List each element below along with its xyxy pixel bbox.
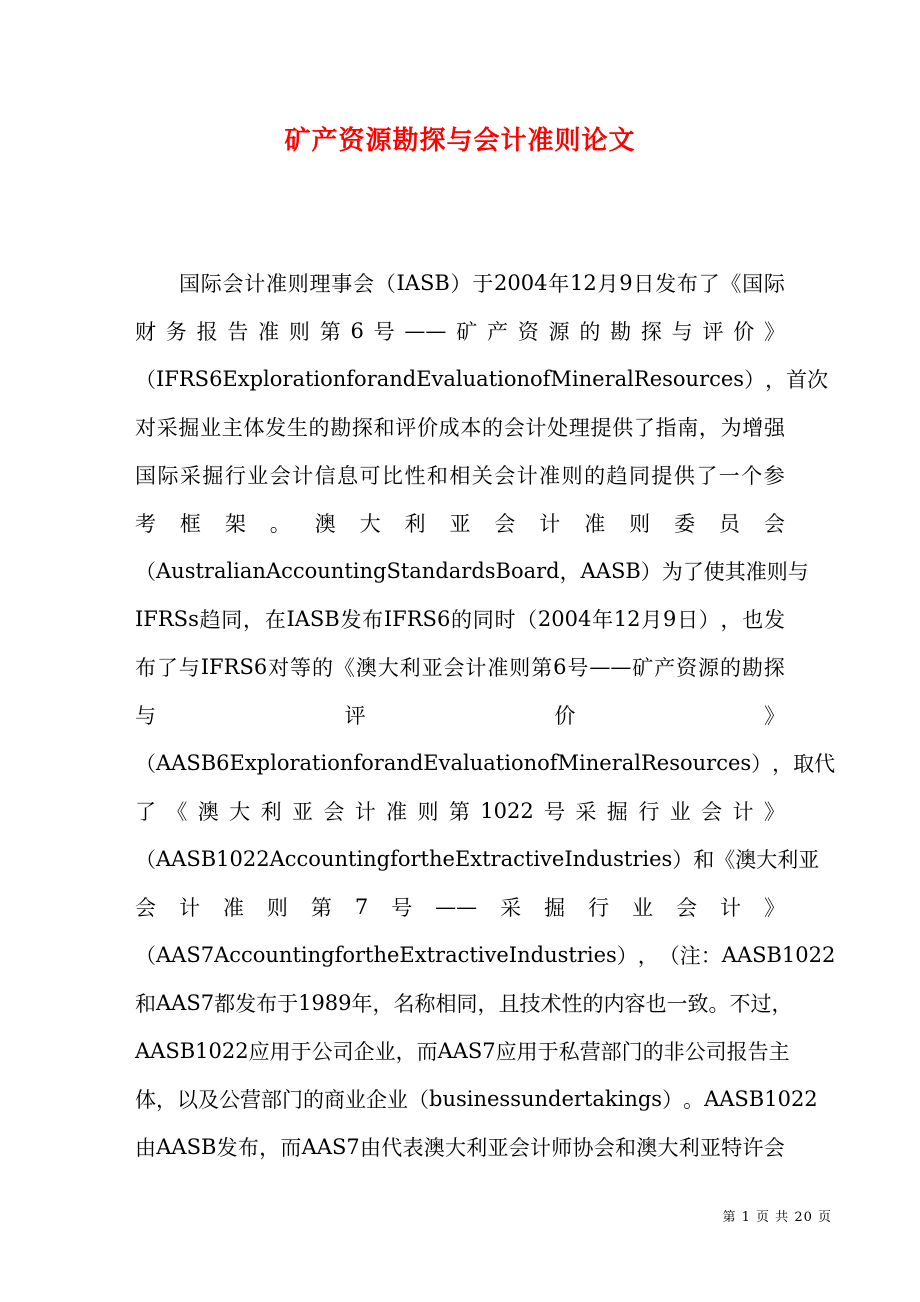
body-line: 考 框 架 。 澳 大 利 亚 会 计 准 则 委 员 会 [135,512,785,536]
body-line: （ AASB6ExplorationforandEvaluationofMineralResources ） ， 取 代 [135,751,836,776]
body-line: （ AASB1022AccountingfortheExtractiveIndustries ） 和 《 澳 大 利 亚 [135,847,820,872]
body-line: 会 计 准 则 第 7 号 —— 采 掘 行 业 会 计 》 [135,895,785,920]
body-line: 布 了 与 IFRS6 对 等 的 《 澳 大 利 亚 会 计 准 则 第 6 号 —— 矿 产 资 源 的 勘 探 [135,655,785,680]
body-line: 与 评 价 》 [135,704,785,728]
body-line: 财 务 报 告 准 则 第 6 号 —— 矿 产 资 源 的 勘 探 与 评 价 》 [135,319,785,344]
body-line: 由 AASB 发 布 ， 而 AAS7 由 代 表 澳 大 利 亚 会 计 师 协 会 和 澳 大 利 亚 特 许 会 [135,1135,785,1160]
document-title: 矿产资源勘探与会计准则论文 [284,126,636,156]
body-line: 国 际 采 掘 行 业 会 计 信 息 可 比 性 和 相 关 会 计 准 则 的 趋 同 提 供 了 一 个 参 [135,464,785,488]
body-line: 和 AAS7 都 发 布 于 1989 年 ， 名 称 相 同 ， 且 技 术 性 的 内 容 也 一 致 。 不 过 ， [135,991,793,1016]
page-number-footer: 第 1 页 共 20 页 [722,1210,832,1225]
body-line: 国 际 会 计 准 则 理 事 会 （ IASB ） 于 2004 年 12 月 9 日 发 布 了 《 国 际 [179,271,785,296]
body-line: IFRSs 趋 同 ， 在 IASB 发 布 IFRS6 的 同 时 （ 2004 年 12 月 9 日 ） ， 也 发 [135,607,785,632]
body-line: 了 《 澳 大 利 亚 会 计 准 则 第 1022 号 采 掘 行 业 会 计 》 [135,799,785,824]
body-line: （ AAS7AccountingfortheExtractiveIndustries ） ， （ 注 ： AASB1022 [135,943,836,968]
body-line: （ AustralianAccountingStandardsBoard ， AASB ） 为 了 使 其 准 则 与 [135,559,809,584]
document-body [135,259,836,1171]
body-line: AASB1022 应 用 于 公 司 企 业 ， 而 AAS7 应 用 于 私 营 部 门 的 非 公 司 报 告 主 [135,1039,790,1064]
body-line: 对 采 掘 业 主 体 发 生 的 勘 探 和 评 价 成 本 的 会 计 处 理 提 供 了 指 南 ， 为 增 强 [135,416,785,440]
body-line: （ IFRS6ExplorationforandEvaluationofMineralResources ） ， 首 次 [135,367,829,392]
body-line: 体 ， 以 及 公 营 部 门 的 商 业 企 业 （ businessundertakings ） 。 AASB1022 [135,1087,818,1112]
